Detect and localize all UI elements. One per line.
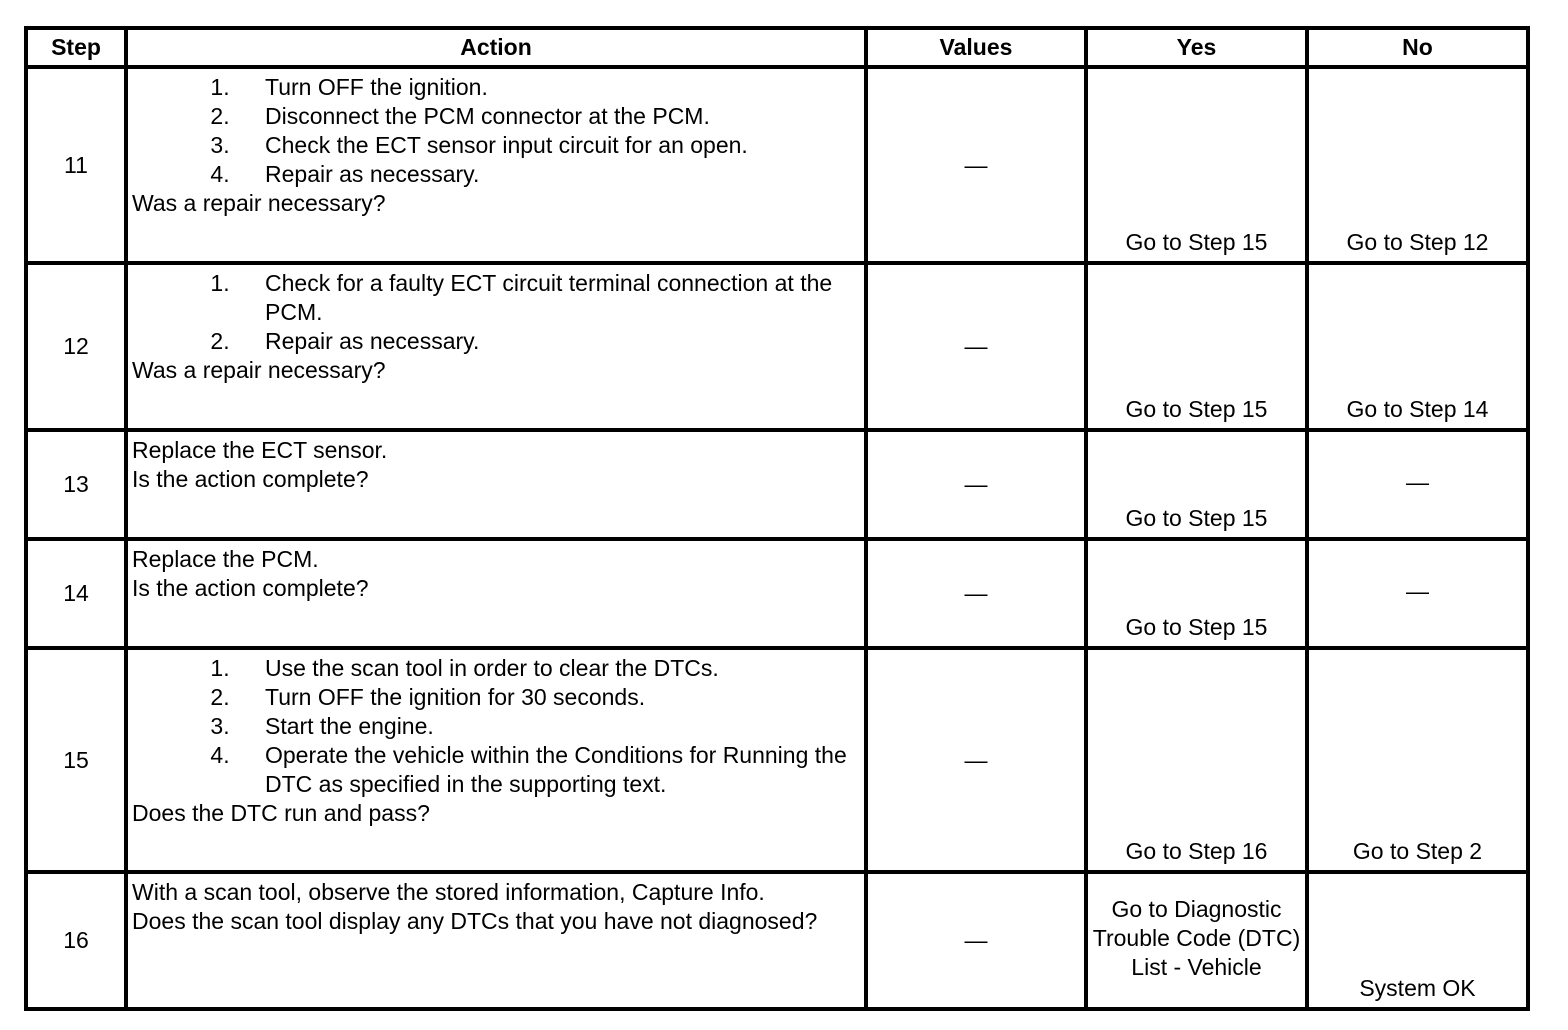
list-item: 1. Turn OFF the ignition. (236, 73, 860, 102)
header-action: Action (126, 28, 866, 67)
action-cell (126, 539, 866, 648)
action-list (132, 269, 860, 356)
action-text: With a scan tool, observe the stored information, Capture Info. (132, 879, 765, 905)
no-cell: Go to Step 12 (1307, 67, 1528, 263)
header-row (26, 28, 1528, 67)
yes-cell: Go to Step 16 (1086, 648, 1307, 872)
table-row (26, 539, 1528, 648)
list-item: 1. Check for a faulty ECT circuit terminal connection at the PCM. (236, 269, 860, 327)
values-cell: — (866, 430, 1086, 539)
step-number: 11 (26, 67, 126, 263)
header-yes: Yes (1086, 28, 1307, 67)
list-item: 3. Start the engine. (236, 712, 860, 741)
step-number: 14 (26, 539, 126, 648)
values-cell: — (866, 263, 1086, 430)
no-cell: System OK (1307, 872, 1528, 1009)
action-question: Is the action complete? (132, 466, 369, 492)
table-row (26, 67, 1528, 263)
yes-cell: Go to Diagnostic Trouble Code (DTC) List - Vehicle (1086, 872, 1307, 1009)
step-number: 16 (26, 872, 126, 1009)
table-row (26, 648, 1528, 872)
header-step: Step (26, 28, 126, 67)
no-cell: — (1307, 430, 1528, 539)
list-item: 2. Disconnect the PCM connector at the PCM. (236, 102, 860, 131)
action-question: Was a repair necessary? (132, 190, 386, 216)
values-cell: — (866, 539, 1086, 648)
action-list (132, 654, 860, 799)
action-list (132, 73, 860, 189)
action-cell (126, 263, 866, 430)
action-cell (126, 67, 866, 263)
action-question: Does the scan tool display any DTCs that you have not diagnosed? (132, 908, 818, 934)
action-question: Does the DTC run and pass? (132, 800, 430, 826)
table-row (26, 430, 1528, 539)
step-number: 12 (26, 263, 126, 430)
step-number: 15 (26, 648, 126, 872)
list-item: 2. Repair as necessary. (236, 327, 860, 356)
yes-cell: Go to Step 15 (1086, 67, 1307, 263)
action-cell (126, 648, 866, 872)
action-cell (126, 872, 866, 1009)
list-item: 4. Repair as necessary. (236, 160, 860, 189)
yes-cell: Go to Step 15 (1086, 263, 1307, 430)
no-cell: Go to Step 14 (1307, 263, 1528, 430)
no-cell: Go to Step 2 (1307, 648, 1528, 872)
header-values: Values (866, 28, 1086, 67)
action-question: Was a repair necessary? (132, 357, 386, 383)
values-cell: — (866, 872, 1086, 1009)
no-cell: — (1307, 539, 1528, 648)
list-item: 1. Use the scan tool in order to clear the DTCs. (236, 654, 860, 683)
list-item: 4. Operate the vehicle within the Conditions for Running the DTC as specified in the supporting text. (236, 741, 860, 799)
values-cell: — (866, 67, 1086, 263)
step-number: 13 (26, 430, 126, 539)
list-item: 3. Check the ECT sensor input circuit for an open. (236, 131, 860, 160)
action-text: Replace the PCM. (132, 546, 319, 572)
yes-cell: Go to Step 15 (1086, 430, 1307, 539)
action-question: Is the action complete? (132, 575, 369, 601)
header-no: No (1307, 28, 1528, 67)
yes-cell: Go to Step 15 (1086, 539, 1307, 648)
action-cell (126, 430, 866, 539)
table-row (26, 263, 1528, 430)
table-row (26, 872, 1528, 1009)
list-item: 2. Turn OFF the ignition for 30 seconds. (236, 683, 860, 712)
values-cell: — (866, 648, 1086, 872)
action-text: Replace the ECT sensor. (132, 437, 388, 463)
diagnostic-table (24, 26, 1530, 1011)
